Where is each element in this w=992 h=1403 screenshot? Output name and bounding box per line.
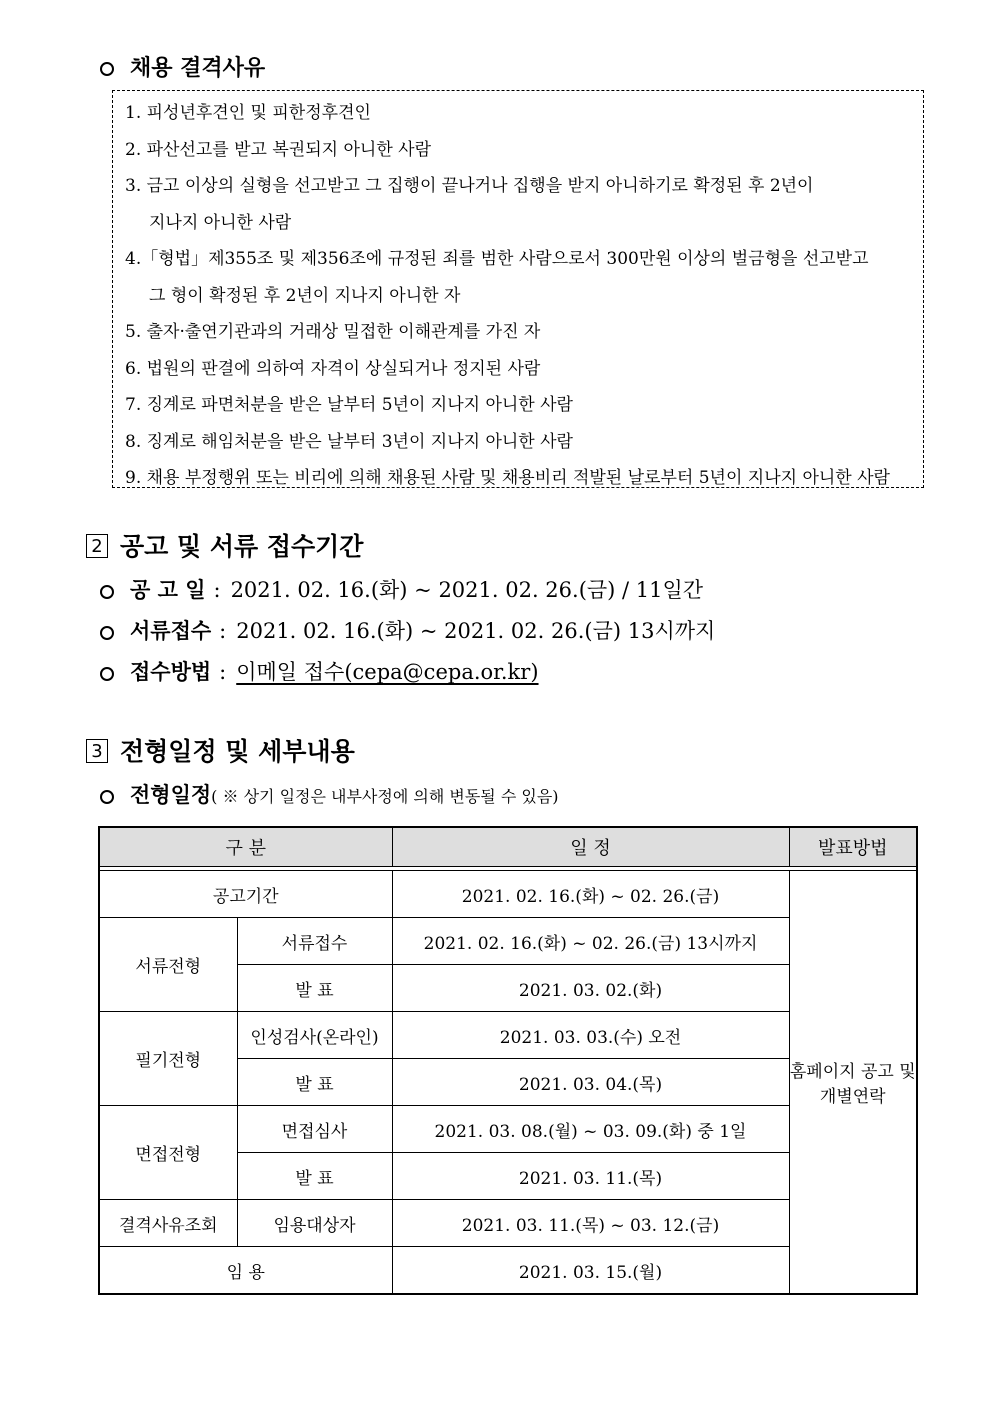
notice-date-row: 공 고 일 : 2021. 02. 16.(화) ~ 2021. 02. 26.(금) / 11일간 <box>100 575 703 605</box>
header-schedule: 일 정 <box>392 827 789 867</box>
list-item: 2. 파산선고를 받고 복권되지 아니한 사람 <box>125 139 431 160</box>
list-item-continuation: 지나지 아니한 사람 <box>149 212 292 233</box>
section-number-box: 3 <box>86 739 108 763</box>
section-number-box: 2 <box>86 534 108 558</box>
circle-bullet-icon <box>100 62 114 76</box>
list-item: 6. 법원의 판결에 의하여 자격이 상실되거나 정지된 사람 <box>125 358 541 379</box>
schedule-subheading: 전형일정( ※ 상기 일정은 내부사정에 의해 변동될 수 있음) <box>100 780 559 812</box>
circle-bullet-icon <box>100 790 114 804</box>
table-header-row <box>99 827 917 867</box>
section-3-title: 3 전형일정 및 세부내용 <box>86 737 355 767</box>
schedule-table <box>98 826 918 1295</box>
list-item: 1. 피성년후견인 및 피한정후견인 <box>125 103 371 123</box>
list-item: 4.「형법」제355조 및 제356조에 규정된 죄를 범한 사람으로서 300만원 이상의 벌금형을 선고받고 <box>125 249 869 269</box>
table-row: 결격사유조회 임용대상자 2021. 03. 11.(목) ~ 03. 12.(금) <box>99 1200 917 1247</box>
table-row: 서류전형 서류접수 2021. 02. 16.(화) ~ 02. 26.(금) 13시까지 <box>99 918 917 965</box>
list-item-continuation: 그 형이 확정된 후 2년이 지나지 아니한 자 <box>149 285 461 306</box>
table-row: 발 표 2021. 03. 11.(목) <box>99 1153 917 1200</box>
disqualification-heading: 채용 결격사유 <box>100 54 265 83</box>
circle-bullet-icon <box>100 585 114 599</box>
table-row: 발 표 2021. 03. 02.(화) <box>99 965 917 1012</box>
table-row: 임 용 2021. 03. 15.(월) <box>99 1247 917 1295</box>
section-2-title: 2 공고 및 서류 접수기간 <box>86 532 363 562</box>
circle-bullet-icon <box>100 626 114 640</box>
row-value: 2021. 02. 16.(화) ~ 2021. 02. 26.(금) 13시까지 <box>236 619 716 643</box>
list-item: 7. 징계로 파면처분을 받은 날부터 5년이 지나지 아니한 사람 <box>125 395 573 415</box>
row-label: 접수방법 <box>130 660 212 684</box>
header-category: 구 분 <box>99 827 392 867</box>
table-row: 발 표 2021. 03. 04.(목) <box>99 1059 917 1106</box>
list-item: 3. 금고 이상의 실형을 선고받고 그 집행이 끝나거나 집행을 받지 아니하기로 확정된 후 2년이 <box>125 176 814 196</box>
receipt-method-row: 접수방법 : 이메일 접수(cepa@cepa.or.kr) <box>100 657 539 687</box>
row-value: 2021. 02. 16.(화) ~ 2021. 02. 26.(금) / 11일간 <box>230 578 704 602</box>
announce-method-cell: 홈페이지 공고 및 개별연락 <box>789 871 917 1295</box>
table-row: 면접전형 면접심사 2021. 03. 08.(월) ~ 03. 09.(화) 중 1일 <box>99 1106 917 1153</box>
circle-bullet-icon <box>100 667 114 681</box>
table-row: 필기전형 인성검사(온라인) 2021. 03. 03.(수) 오전 <box>99 1012 917 1059</box>
email-link[interactable]: 이메일 접수(cepa@cepa.or.kr) <box>236 660 539 684</box>
row-label: 공 고 일 <box>130 578 206 602</box>
list-item: 8. 징계로 해임처분을 받은 날부터 3년이 지나지 아니한 사람 <box>125 431 573 452</box>
schedule-note: ( ※ 상기 일정은 내부사정에 의해 변동될 수 있음) <box>211 787 559 806</box>
header-announce-method: 발표방법 <box>789 827 917 867</box>
list-item: 9. 채용 부정행위 또는 비리에 의해 채용된 사람 및 채용비리 적발된 날로부터 5년이 지나지 아니한 사람 <box>125 468 890 488</box>
disqualification-box <box>112 90 924 488</box>
row-label: 서류접수 <box>130 619 212 643</box>
list-item: 5. 출자·출연기관과의 거래상 밀접한 이해관계를 가진 자 <box>125 322 541 342</box>
table-row: 공고기간 2021. 02. 16.(화) ~ 02. 26.(금) 홈페이지 공고 및 개별연락 <box>99 871 917 918</box>
document-receipt-row: 서류접수 : 2021. 02. 16.(화) ~ 2021. 02. 26.(금) 13시까지 <box>100 616 715 646</box>
